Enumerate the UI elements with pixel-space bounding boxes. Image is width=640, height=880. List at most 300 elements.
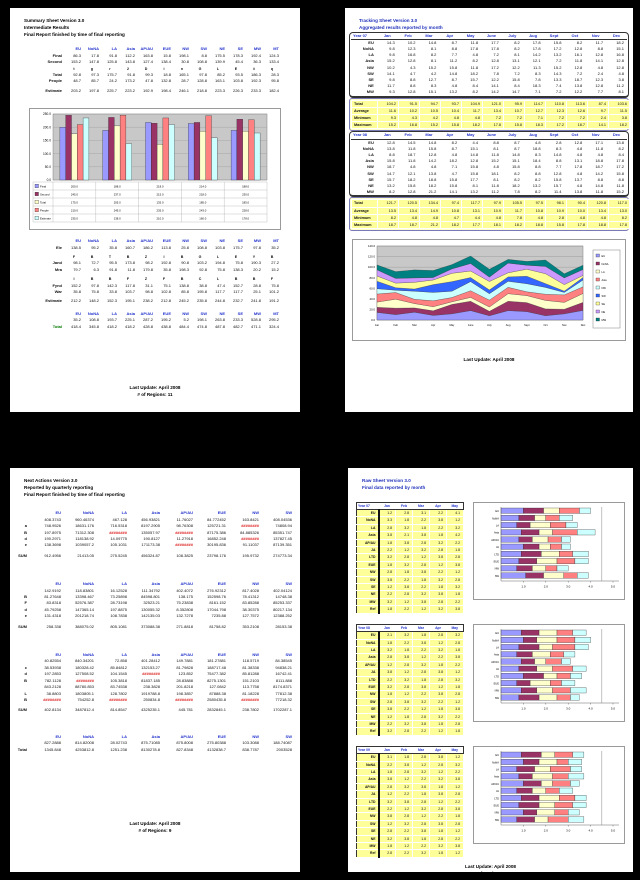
month-header: June bbox=[481, 132, 502, 139]
cell: 17.8 bbox=[609, 222, 630, 229]
x-tick-label: Jan bbox=[374, 324, 380, 328]
cell: 15.1 bbox=[616, 46, 624, 51]
cell: 13.7 bbox=[574, 176, 583, 182]
column-header: EUE bbox=[162, 310, 171, 316]
cell: 1.8 bbox=[430, 720, 447, 727]
cell: 3.8 bbox=[379, 776, 396, 783]
row-label: B bbox=[24, 529, 27, 535]
cell: 182.4 bbox=[268, 87, 279, 93]
bar-segment bbox=[501, 508, 523, 513]
region-label: LA bbox=[357, 646, 379, 653]
cell: 8.2 bbox=[535, 176, 541, 182]
table-row bbox=[16, 624, 294, 630]
cell: 232.7 bbox=[232, 298, 243, 304]
bar-segment bbox=[541, 551, 559, 556]
cell: 190.3 bbox=[250, 260, 261, 266]
cell: 103.8 bbox=[232, 78, 243, 84]
cell: 85.81288 bbox=[242, 671, 259, 677]
cell: 4.1 bbox=[447, 510, 464, 517]
cell: 3.2 bbox=[430, 646, 447, 653]
month-header: Feb bbox=[396, 624, 413, 631]
cell: 192.8 bbox=[160, 260, 171, 266]
cell: 7.7 bbox=[451, 52, 458, 58]
cell: I bbox=[73, 277, 75, 282]
cell: 2.2 bbox=[379, 547, 396, 554]
cell: 103.2 bbox=[196, 260, 207, 266]
cell: 14.2 bbox=[491, 89, 499, 95]
cell: 1.2 bbox=[379, 791, 396, 798]
cell: 1.8 bbox=[413, 791, 430, 798]
cell: 11.7 bbox=[462, 107, 483, 114]
table-value: 210.0 bbox=[70, 208, 78, 213]
bar-segment bbox=[532, 536, 548, 541]
cell: 180328.42 bbox=[75, 664, 94, 670]
year-label-cell: Year 09 bbox=[357, 746, 379, 753]
cell: 131.4318 bbox=[44, 613, 61, 619]
cell: 2.8 bbox=[430, 835, 447, 842]
cell: 105.3818 bbox=[110, 677, 127, 683]
legend-label: MW bbox=[601, 319, 607, 323]
cell: 1.2 bbox=[413, 606, 430, 613]
bar-segment bbox=[501, 752, 521, 757]
cell: 97.4 bbox=[441, 200, 462, 207]
bar-segment bbox=[559, 551, 572, 556]
cell: 94838.21 bbox=[275, 664, 292, 670]
cell: 152.2 bbox=[70, 282, 81, 288]
cell: 10.2 bbox=[407, 39, 416, 45]
cell: 14.7 bbox=[386, 170, 395, 176]
bar bbox=[60, 127, 66, 180]
bar-segment bbox=[559, 515, 572, 520]
bar-segment bbox=[550, 651, 563, 656]
cell: 13398.467 bbox=[75, 594, 94, 600]
bar-label: LA bbox=[495, 646, 499, 650]
bar-segment bbox=[517, 680, 530, 685]
cell: 2.2 bbox=[430, 569, 447, 576]
column-header: EUE bbox=[162, 238, 171, 244]
cell: 198.1 bbox=[196, 317, 207, 323]
cell: 2.1 bbox=[379, 632, 396, 639]
cell: 73.25898 bbox=[110, 594, 127, 600]
cell: 4.8 bbox=[493, 164, 499, 170]
cell: 8.2 bbox=[514, 176, 520, 182]
cell: 2.8 bbox=[413, 798, 430, 805]
bar-segment bbox=[501, 788, 517, 793]
cell: ######## bbox=[43, 696, 61, 702]
cell: 11.4 bbox=[553, 189, 562, 195]
cell: 132153.27 bbox=[141, 664, 160, 670]
column-header: Asia bbox=[126, 310, 135, 316]
cell: 4.8 bbox=[409, 164, 416, 170]
cell: 15.8 bbox=[386, 158, 395, 164]
cell: 11.3 bbox=[533, 64, 541, 70]
cell: 875.71085 bbox=[141, 740, 160, 746]
cell: 102.8 bbox=[160, 289, 171, 295]
cell: 203.2 bbox=[70, 87, 81, 93]
y-tick-label: 0.0 bbox=[371, 318, 375, 323]
bar-segment bbox=[537, 637, 557, 642]
region-label: LTD bbox=[357, 798, 379, 805]
x-tick-label: 2.0 bbox=[543, 706, 548, 711]
cell: 7.2 bbox=[555, 58, 562, 64]
legend-key bbox=[596, 262, 600, 265]
year-label-cell: Year 07 bbox=[357, 502, 379, 509]
cell: 4.3 bbox=[399, 115, 420, 122]
cell: 93.7 bbox=[441, 100, 462, 107]
header-row bbox=[351, 132, 627, 139]
bar-segment bbox=[501, 522, 517, 527]
cell: C bbox=[198, 277, 202, 282]
bar-segment bbox=[557, 558, 575, 563]
legend-key bbox=[596, 278, 600, 281]
cell: 25.8 bbox=[181, 244, 189, 250]
cell: 1.8 bbox=[413, 835, 430, 842]
cell: 3.2 bbox=[379, 835, 396, 842]
cell: 111.34792 bbox=[141, 587, 160, 593]
cell: 8.2 bbox=[472, 89, 479, 95]
year09-data-grid bbox=[356, 746, 464, 858]
cell: 193.7 bbox=[106, 317, 117, 323]
bar-segment bbox=[570, 673, 581, 678]
cell: 1.2 bbox=[447, 754, 464, 761]
table-row bbox=[357, 761, 464, 768]
cell: 112.2 bbox=[125, 52, 135, 58]
cell: 85351.747 bbox=[273, 529, 292, 535]
cell: 173.2 bbox=[124, 78, 135, 84]
bar bbox=[114, 126, 120, 180]
bar-chart-svg bbox=[33, 112, 275, 226]
cell: 8.2 bbox=[576, 39, 583, 45]
cell: 1.2 bbox=[430, 639, 447, 646]
bar bbox=[254, 133, 260, 180]
cell: 2.8 bbox=[396, 813, 413, 820]
region-label: MW bbox=[357, 720, 379, 727]
cell: 18.3 bbox=[525, 122, 546, 129]
cell: 17.2 bbox=[546, 122, 567, 129]
cell: 1.8 bbox=[379, 639, 396, 646]
cell: 138.8 bbox=[178, 282, 189, 288]
cell: 10.0 bbox=[567, 207, 588, 214]
cell: 13.2 bbox=[553, 52, 562, 58]
cell: 15.8 bbox=[470, 164, 479, 170]
cell: 7.2 bbox=[567, 115, 588, 122]
month-header: Sept bbox=[544, 33, 565, 40]
table-value: 160.0 bbox=[199, 216, 207, 221]
table-row bbox=[16, 707, 294, 713]
bar bbox=[249, 120, 255, 180]
x-tick-label: 1.0 bbox=[521, 706, 526, 711]
year08-stacked-bar-chart bbox=[473, 624, 625, 722]
cell: 2.8 bbox=[413, 539, 430, 546]
table-row bbox=[16, 523, 294, 529]
x-tick-label: Nov bbox=[561, 324, 567, 328]
cell: 75.23838 bbox=[176, 600, 193, 606]
bar-segment bbox=[544, 572, 564, 577]
y-tick-label: 150.0 bbox=[43, 138, 51, 143]
cell: 244.8 bbox=[214, 298, 225, 304]
page-tracking-sheet[interactable] bbox=[345, 8, 633, 412]
region-label: SW bbox=[367, 70, 374, 76]
cell: 223.3 bbox=[214, 87, 225, 93]
summary-row-label: Total bbox=[352, 100, 378, 107]
region-label: SE bbox=[368, 77, 374, 83]
cell: 108.7838 bbox=[110, 613, 127, 619]
y-tick-label: 80.0 bbox=[369, 276, 375, 281]
cell: 151.2103 bbox=[242, 677, 259, 683]
cell: 11.5 bbox=[609, 107, 630, 114]
last-update-line: Last Update: April 2008 bbox=[129, 385, 181, 391]
cell: 18.7 bbox=[399, 222, 420, 229]
cell: 3.8 bbox=[447, 806, 464, 813]
column-header: NoNA bbox=[87, 46, 99, 52]
page-raw-sheet[interactable] bbox=[348, 468, 633, 876]
region-label: EUE bbox=[357, 683, 379, 690]
row-label: SUM bbox=[18, 552, 27, 558]
cell: 4.8 bbox=[576, 152, 583, 158]
monthly-block-year07 bbox=[348, 502, 633, 614]
cell: 8.2 bbox=[609, 214, 630, 221]
cell: 12.8 bbox=[407, 189, 416, 195]
row-label: e bbox=[24, 542, 27, 548]
summary-row bbox=[352, 200, 630, 207]
cell: 74808.94 bbox=[275, 523, 292, 529]
cell: 9.8 bbox=[389, 52, 395, 58]
cell: 8197.2905 bbox=[141, 523, 160, 529]
cell: n bbox=[180, 66, 184, 71]
bar bbox=[163, 118, 169, 180]
cell: ######## bbox=[175, 542, 193, 548]
cell: 18.8 bbox=[595, 158, 604, 164]
cell: 35.2 bbox=[73, 317, 81, 323]
cell: 2.2 bbox=[430, 524, 447, 531]
legend-key bbox=[596, 302, 600, 305]
cell: 18.7 bbox=[378, 222, 399, 229]
column-header: SW bbox=[200, 46, 207, 52]
cell: 12.8 bbox=[491, 58, 499, 64]
cell: 8.8 bbox=[618, 176, 624, 182]
bar-segment bbox=[553, 666, 573, 671]
cell: 250834.8 bbox=[143, 696, 160, 702]
bar-segment bbox=[575, 644, 588, 649]
legend-key bbox=[596, 270, 600, 273]
table-value: 218.0 bbox=[199, 192, 207, 197]
cell: 3.8 bbox=[430, 517, 447, 524]
cell: 275.5245 bbox=[110, 552, 127, 558]
cell: B bbox=[126, 255, 130, 260]
summary-table-top bbox=[10, 46, 300, 94]
cell: 83.8318 bbox=[46, 600, 61, 606]
cell: 2.8 bbox=[447, 720, 464, 727]
region-label: NW bbox=[367, 164, 374, 170]
cell: 3.2 bbox=[447, 632, 464, 639]
cell: 18.2 bbox=[616, 39, 624, 45]
region-label: LA bbox=[357, 769, 379, 776]
table-row bbox=[357, 769, 464, 776]
column-header: MW bbox=[253, 46, 261, 52]
cell: 4.7 bbox=[441, 214, 462, 221]
table-value: 235.0 bbox=[70, 216, 78, 221]
summary-row-label: Minimum bbox=[352, 115, 378, 122]
cell: 1.8 bbox=[413, 676, 430, 683]
cell: 75.1 bbox=[163, 282, 171, 288]
cell: 18.2 bbox=[470, 70, 479, 76]
bar-label: NoNA bbox=[492, 516, 499, 520]
cell: 471.1 bbox=[250, 323, 261, 329]
cell: 11.76027 bbox=[176, 516, 193, 522]
cell: 4.8 bbox=[399, 214, 420, 221]
cell: 814.82008 bbox=[75, 740, 94, 746]
cell: 1.8 bbox=[379, 843, 396, 850]
cell: 3.2 bbox=[379, 798, 396, 805]
cell: 12.8 bbox=[428, 152, 437, 158]
cell: 1.8 bbox=[430, 532, 447, 539]
area-chart-svg bbox=[355, 242, 623, 338]
cell: 2.8 bbox=[379, 828, 396, 835]
cell: 12.3 bbox=[595, 77, 604, 83]
page-summary-sheet[interactable] bbox=[10, 8, 300, 412]
cell: 3.2 bbox=[430, 539, 447, 546]
data-table bbox=[29, 311, 281, 330]
cell: 137827.45 bbox=[273, 536, 292, 542]
cell: 117.7 bbox=[462, 200, 483, 207]
cell: 84.772452 bbox=[207, 516, 226, 522]
month-table bbox=[351, 33, 627, 96]
cell: 83.74538 bbox=[110, 684, 127, 690]
cell: 225.1 bbox=[124, 317, 135, 323]
cell: 127508.52 bbox=[75, 671, 94, 677]
cell: 9.3 bbox=[389, 89, 395, 95]
cell: 14.2 bbox=[595, 170, 604, 176]
cell: 3.8 bbox=[447, 606, 464, 613]
cell: 113.8 bbox=[161, 244, 171, 250]
cell: 2.8 bbox=[396, 661, 413, 668]
cell: 1.8 bbox=[396, 713, 413, 720]
cell: 91.8 bbox=[109, 266, 117, 272]
bar-segment bbox=[573, 551, 589, 556]
table-row bbox=[357, 584, 464, 591]
cell: 179.8 bbox=[142, 266, 153, 272]
region-label: EU bbox=[357, 632, 379, 639]
cell: 8.2 bbox=[389, 189, 395, 195]
column-header: EUE bbox=[217, 733, 226, 739]
cell: 11.2 bbox=[616, 83, 624, 89]
cell: 3487812.4 bbox=[75, 707, 94, 713]
cell: 12.8 bbox=[595, 83, 604, 89]
cell: 18.2 bbox=[441, 222, 462, 229]
year07-data-grid bbox=[356, 502, 464, 614]
cell: 14.1 bbox=[595, 58, 604, 64]
table-row bbox=[16, 747, 294, 753]
cell: 3.8 bbox=[413, 639, 430, 646]
cell: 192.4 bbox=[250, 52, 261, 58]
page-next-actions[interactable] bbox=[10, 468, 300, 872]
cell: 235.8 bbox=[196, 298, 207, 304]
cell: 28.02743 bbox=[110, 740, 127, 746]
cell: 2.2 bbox=[413, 691, 430, 698]
cell: 16.1 bbox=[574, 52, 583, 58]
cell: 8.8 bbox=[555, 158, 562, 164]
cell: 3.2 bbox=[430, 606, 447, 613]
cell: 2.2 bbox=[447, 539, 464, 546]
column-header: NE bbox=[219, 46, 225, 52]
cell: 2.2 bbox=[379, 676, 396, 683]
cell: 16852.248 bbox=[207, 536, 226, 542]
cell: 18.3 bbox=[532, 83, 541, 89]
bar-segment bbox=[501, 694, 519, 699]
cell: F bbox=[72, 255, 76, 260]
cell: 2.8 bbox=[396, 510, 413, 517]
cell: 11.8 bbox=[616, 183, 624, 189]
cell: 9.8 bbox=[389, 77, 395, 83]
cell: 12.1 bbox=[407, 170, 416, 176]
cell: ######## bbox=[175, 696, 193, 702]
cell: 3.8 bbox=[447, 843, 464, 850]
last-update-line: Last Update: April 2008 bbox=[465, 863, 516, 869]
cell: 18.8 bbox=[525, 222, 546, 229]
cell: 28153.38 bbox=[275, 623, 292, 629]
row-label: a bbox=[24, 523, 27, 529]
monthly-block-year08 bbox=[348, 624, 633, 736]
column-header: NW bbox=[182, 310, 189, 316]
table-row bbox=[357, 598, 464, 605]
cell: 14748.38 bbox=[275, 594, 292, 600]
cell: 2.4 bbox=[588, 115, 609, 122]
cell: 4.8 bbox=[451, 152, 458, 158]
cell: 8.2 bbox=[430, 52, 437, 58]
table-value: 235.0 bbox=[156, 208, 164, 213]
cell: 3.8 bbox=[430, 820, 447, 827]
cell: 2.8 bbox=[379, 850, 396, 857]
table-row bbox=[357, 547, 464, 554]
month-table bbox=[351, 132, 627, 195]
column-header: EU bbox=[55, 652, 61, 658]
cell: 8.4 bbox=[472, 83, 479, 89]
cell: 134.4 bbox=[420, 200, 441, 207]
cell: 827.8348 bbox=[176, 746, 193, 752]
cell: 12.8 bbox=[407, 89, 416, 95]
x-tick-label: 1.0 bbox=[521, 828, 526, 833]
page-title: Raw Sheet Version 3.0 bbox=[362, 478, 411, 483]
cell: 12.1 bbox=[532, 58, 541, 64]
page-title: Next Actions Version 3.0 bbox=[24, 478, 78, 483]
x-tick-label: 3.0 bbox=[566, 828, 571, 833]
cell: 16.8 bbox=[407, 52, 416, 58]
cell: 11.8 bbox=[408, 145, 416, 151]
page-footer bbox=[10, 385, 300, 399]
y-tick-label: 60.0 bbox=[369, 286, 375, 291]
month-header: Apr bbox=[430, 746, 447, 753]
month-header: Aug bbox=[523, 132, 544, 139]
cell: 13.8 bbox=[574, 189, 583, 195]
table-value: 188.0 bbox=[242, 184, 250, 189]
cell: r bbox=[109, 66, 111, 71]
cell: 15.8 bbox=[428, 145, 437, 151]
region-label: AP/AU bbox=[357, 783, 379, 790]
bar-segment bbox=[523, 809, 536, 814]
cell: 11.8 bbox=[470, 39, 479, 45]
cell: 12.7 bbox=[428, 77, 437, 83]
cell: 108.8 bbox=[196, 59, 207, 65]
cell: 1.2 bbox=[396, 806, 413, 813]
x-tick-label: 2.0 bbox=[543, 828, 548, 833]
cell: 21413.05 bbox=[77, 552, 94, 558]
cell: 456.93821 bbox=[141, 516, 160, 522]
summary-row-label: Average bbox=[352, 107, 378, 114]
cell: 1.8 bbox=[447, 728, 464, 735]
data-table bbox=[16, 581, 294, 630]
cell: 14.8 bbox=[428, 39, 437, 45]
month-header: May bbox=[447, 502, 464, 509]
